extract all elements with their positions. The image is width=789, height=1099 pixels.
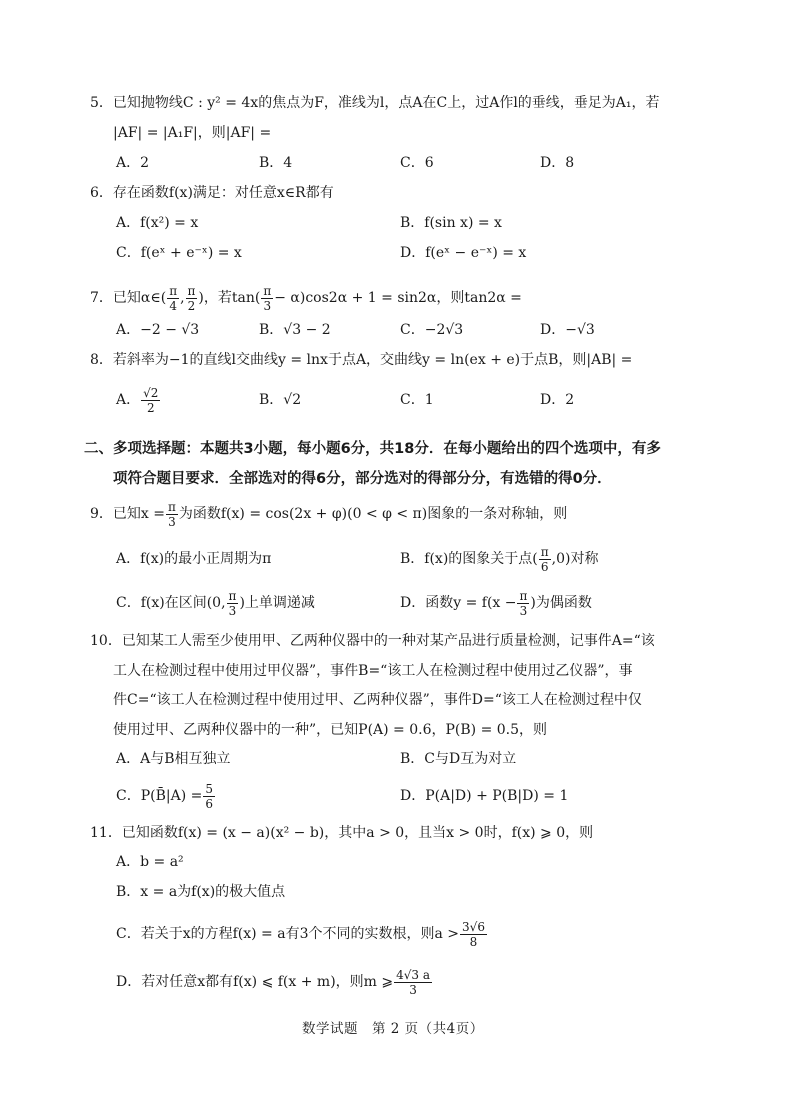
q7-option-a: A．−2 − √3: [116, 322, 200, 338]
q9-option-c-a: C．f(x)在区间(0,: [116, 595, 226, 611]
q9-option-d-a: D．函数y = f(x −: [400, 595, 517, 611]
q9-option-b-den: 6: [540, 559, 549, 574]
q5-option-a: A．2: [116, 155, 150, 171]
q8-option-c: C．1: [400, 392, 434, 408]
q11-option-d-num: 4√3 a: [396, 967, 431, 982]
q8-option-a-num: √2: [143, 385, 159, 400]
q9-option-b-b: ,0)对称: [551, 551, 599, 567]
q9-option-b-a: B．f(x)的图象关于点(: [400, 551, 538, 567]
q7-fraction-pi-2: [186, 284, 198, 313]
q11-option-d-fraction: [394, 968, 432, 997]
q10-stem-line4: 使用过甲、乙两种仪器中的一种”，已知P(A) = 0.6，P(B) = 0.5，则: [113, 722, 548, 738]
q8-option-a-label: A．: [116, 392, 141, 408]
q10-option-c-fraction: [203, 782, 215, 811]
q9-option-c: [116, 585, 315, 621]
q7-option-b: B．√3 − 2: [259, 322, 331, 338]
q10-stem-line3: 件C=“该工人在检测过程中使用过甲、乙两种仪器”，事件D=“该工人在检测过程中仅: [113, 692, 642, 708]
q6-stem: 6．存在函数f(x)满足：对任意x∈R都有: [90, 185, 334, 201]
q7-fraction-pi-4: [167, 284, 179, 313]
q5-option-b: B．4: [259, 155, 293, 171]
q10-option-c-den: 6: [205, 796, 213, 811]
section2-heading-line1: 二、多项选择题：本题共3小题，每小题6分，共18分．在每小题给出的四个选项中，有多: [84, 441, 661, 457]
q11-stem: 11．已知函数f(x) = (x − a)(x² − b)，其中a > 0，且当x > 0时，f(x) ⩾ 0，则: [90, 825, 594, 841]
q9-frac-den: 3: [168, 514, 176, 529]
q8-option-a-fraction: [141, 386, 160, 415]
q11-option-b: B．x = a为f(x)的极大值点: [116, 884, 286, 900]
q7-frac3-num: π: [263, 283, 272, 298]
q5-stem-line1: 5．已知抛物线C : y² = 4x的焦点为F，准线为l，点A在C上，过A作l的垂线，垂足为A₁，若: [90, 95, 660, 111]
q10-option-c-num: 5: [205, 781, 213, 796]
page-footer: 数学试题 第 2 页（共4页）: [302, 1021, 484, 1037]
q9-option-d-den: 3: [519, 603, 528, 618]
q9-option-a: A．f(x)的最小正周期为π: [116, 551, 272, 567]
q9-option-b: [400, 541, 598, 577]
q7-frac1-den: 4: [169, 298, 177, 313]
q11-option-a: A．b = a²: [116, 854, 184, 870]
q11-option-c-a: C．若关于x的方程f(x) = a有3个不同的实数根，则a >: [116, 926, 460, 942]
q8-option-b: B．√2: [259, 392, 302, 408]
q5-option-c: C．6: [400, 155, 434, 171]
q9-option-c-b: )上单调递减: [239, 595, 315, 611]
q11-option-c: [116, 916, 488, 952]
q9-option-c-fraction: [227, 589, 239, 618]
q11-option-c-fraction: [460, 920, 487, 949]
q10-option-b: B．C与D互为对立: [400, 751, 517, 767]
q7-stem-b: )，若tan(: [198, 290, 261, 306]
q10-option-c-a: C．P(B̄|A) =: [116, 788, 203, 804]
q9-stem-a: 9．已知x =: [90, 506, 165, 522]
q7-stem-c: − α)cos2α + 1 = sin2α，则tan2α =: [274, 290, 522, 306]
q10-option-a: A．A与B相互独立: [116, 751, 231, 767]
q9-frac-num: π: [167, 499, 176, 514]
q7-frac2-num: π: [187, 283, 196, 298]
q7-frac2-den: 2: [187, 298, 196, 313]
q6-option-c: C．f(eˣ + e⁻ˣ) = x: [116, 245, 242, 261]
q10-option-c: [116, 778, 216, 814]
q8-option-a-den: 2: [146, 400, 155, 415]
q8-option-d: D．2: [540, 392, 575, 408]
q8-stem: 8．若斜率为−1的直线l交曲线y = lnx于点A，交曲线y = ln(ex + e)于点B，则|AB| =: [90, 352, 633, 368]
q7-option-d: D．−√3: [540, 322, 595, 338]
q6-option-a: A．f(x²) = x: [116, 215, 199, 231]
q9-option-d: [400, 585, 592, 621]
q11-option-c-den: 8: [469, 934, 478, 949]
q11-option-c-num: 3√6: [462, 919, 485, 934]
q7-stem-a: 7．已知α∈(: [90, 290, 167, 306]
q8-option-a: [116, 382, 161, 418]
q7-frac1-num: π: [169, 283, 178, 298]
q9-option-d-b: )为偶函数: [530, 595, 592, 611]
q10-stem-line2: 工人在检测过程中使用过甲仪器”，事件B=“该工人在检测过程中使用过乙仪器”，事: [113, 663, 633, 679]
q9-option-d-fraction: [517, 589, 529, 618]
q9-option-d-num: π: [519, 588, 528, 603]
q11-option-d: [116, 964, 433, 1000]
q9-option-b-num: π: [540, 544, 549, 559]
q9-option-c-num: π: [228, 588, 237, 603]
q10-option-d: D．P(A|D) + P(B|D) = 1: [400, 788, 569, 804]
q7-frac3-den: 3: [263, 298, 272, 313]
q5-stem-line2: |AF| = |A₁F|，则|AF| =: [113, 125, 272, 141]
q5-option-d: D．8: [540, 155, 575, 171]
q9-option-c-den: 3: [228, 603, 237, 618]
q11-option-d-den: 3: [409, 982, 417, 997]
q9-option-b-fraction: [539, 545, 551, 574]
q7-fraction-pi-3: [261, 284, 273, 313]
q11-option-d-a: D．若对任意x都有f(x) ⩽ f(x + m)，则m ⩾: [116, 974, 394, 990]
q7-option-c: C．−2√3: [400, 322, 464, 338]
q9-stem-b: 为函数f(x) = cos(2x + φ)(0 < φ < π)图象的一条对称轴，则: [178, 506, 568, 522]
q7-stem: 7．已知α∈( $\frac{\pi}{4}$ , $\frac{\pi}{2}$ )，若tan( $\frac{\pi}{3}$ − α)cos2α + 1 = sin2α，则tan2α =: [90, 283, 522, 313]
q9-fraction: [166, 500, 178, 529]
q6-option-d: D．f(eˣ − e⁻ˣ) = x: [400, 245, 527, 261]
q9-stem: [90, 496, 567, 532]
section2-heading-line2: 项符合题目要求．全部选对的得6分，部分选对的得部分分，有选错的得0分．: [113, 471, 612, 487]
q6-option-b: B．f(sin x) = x: [400, 215, 502, 231]
q10-stem-line1: 10．已知某工人需至少使用甲、乙两种仪器中的一种对某产品进行质量检测，记事件A=“该: [90, 633, 655, 649]
